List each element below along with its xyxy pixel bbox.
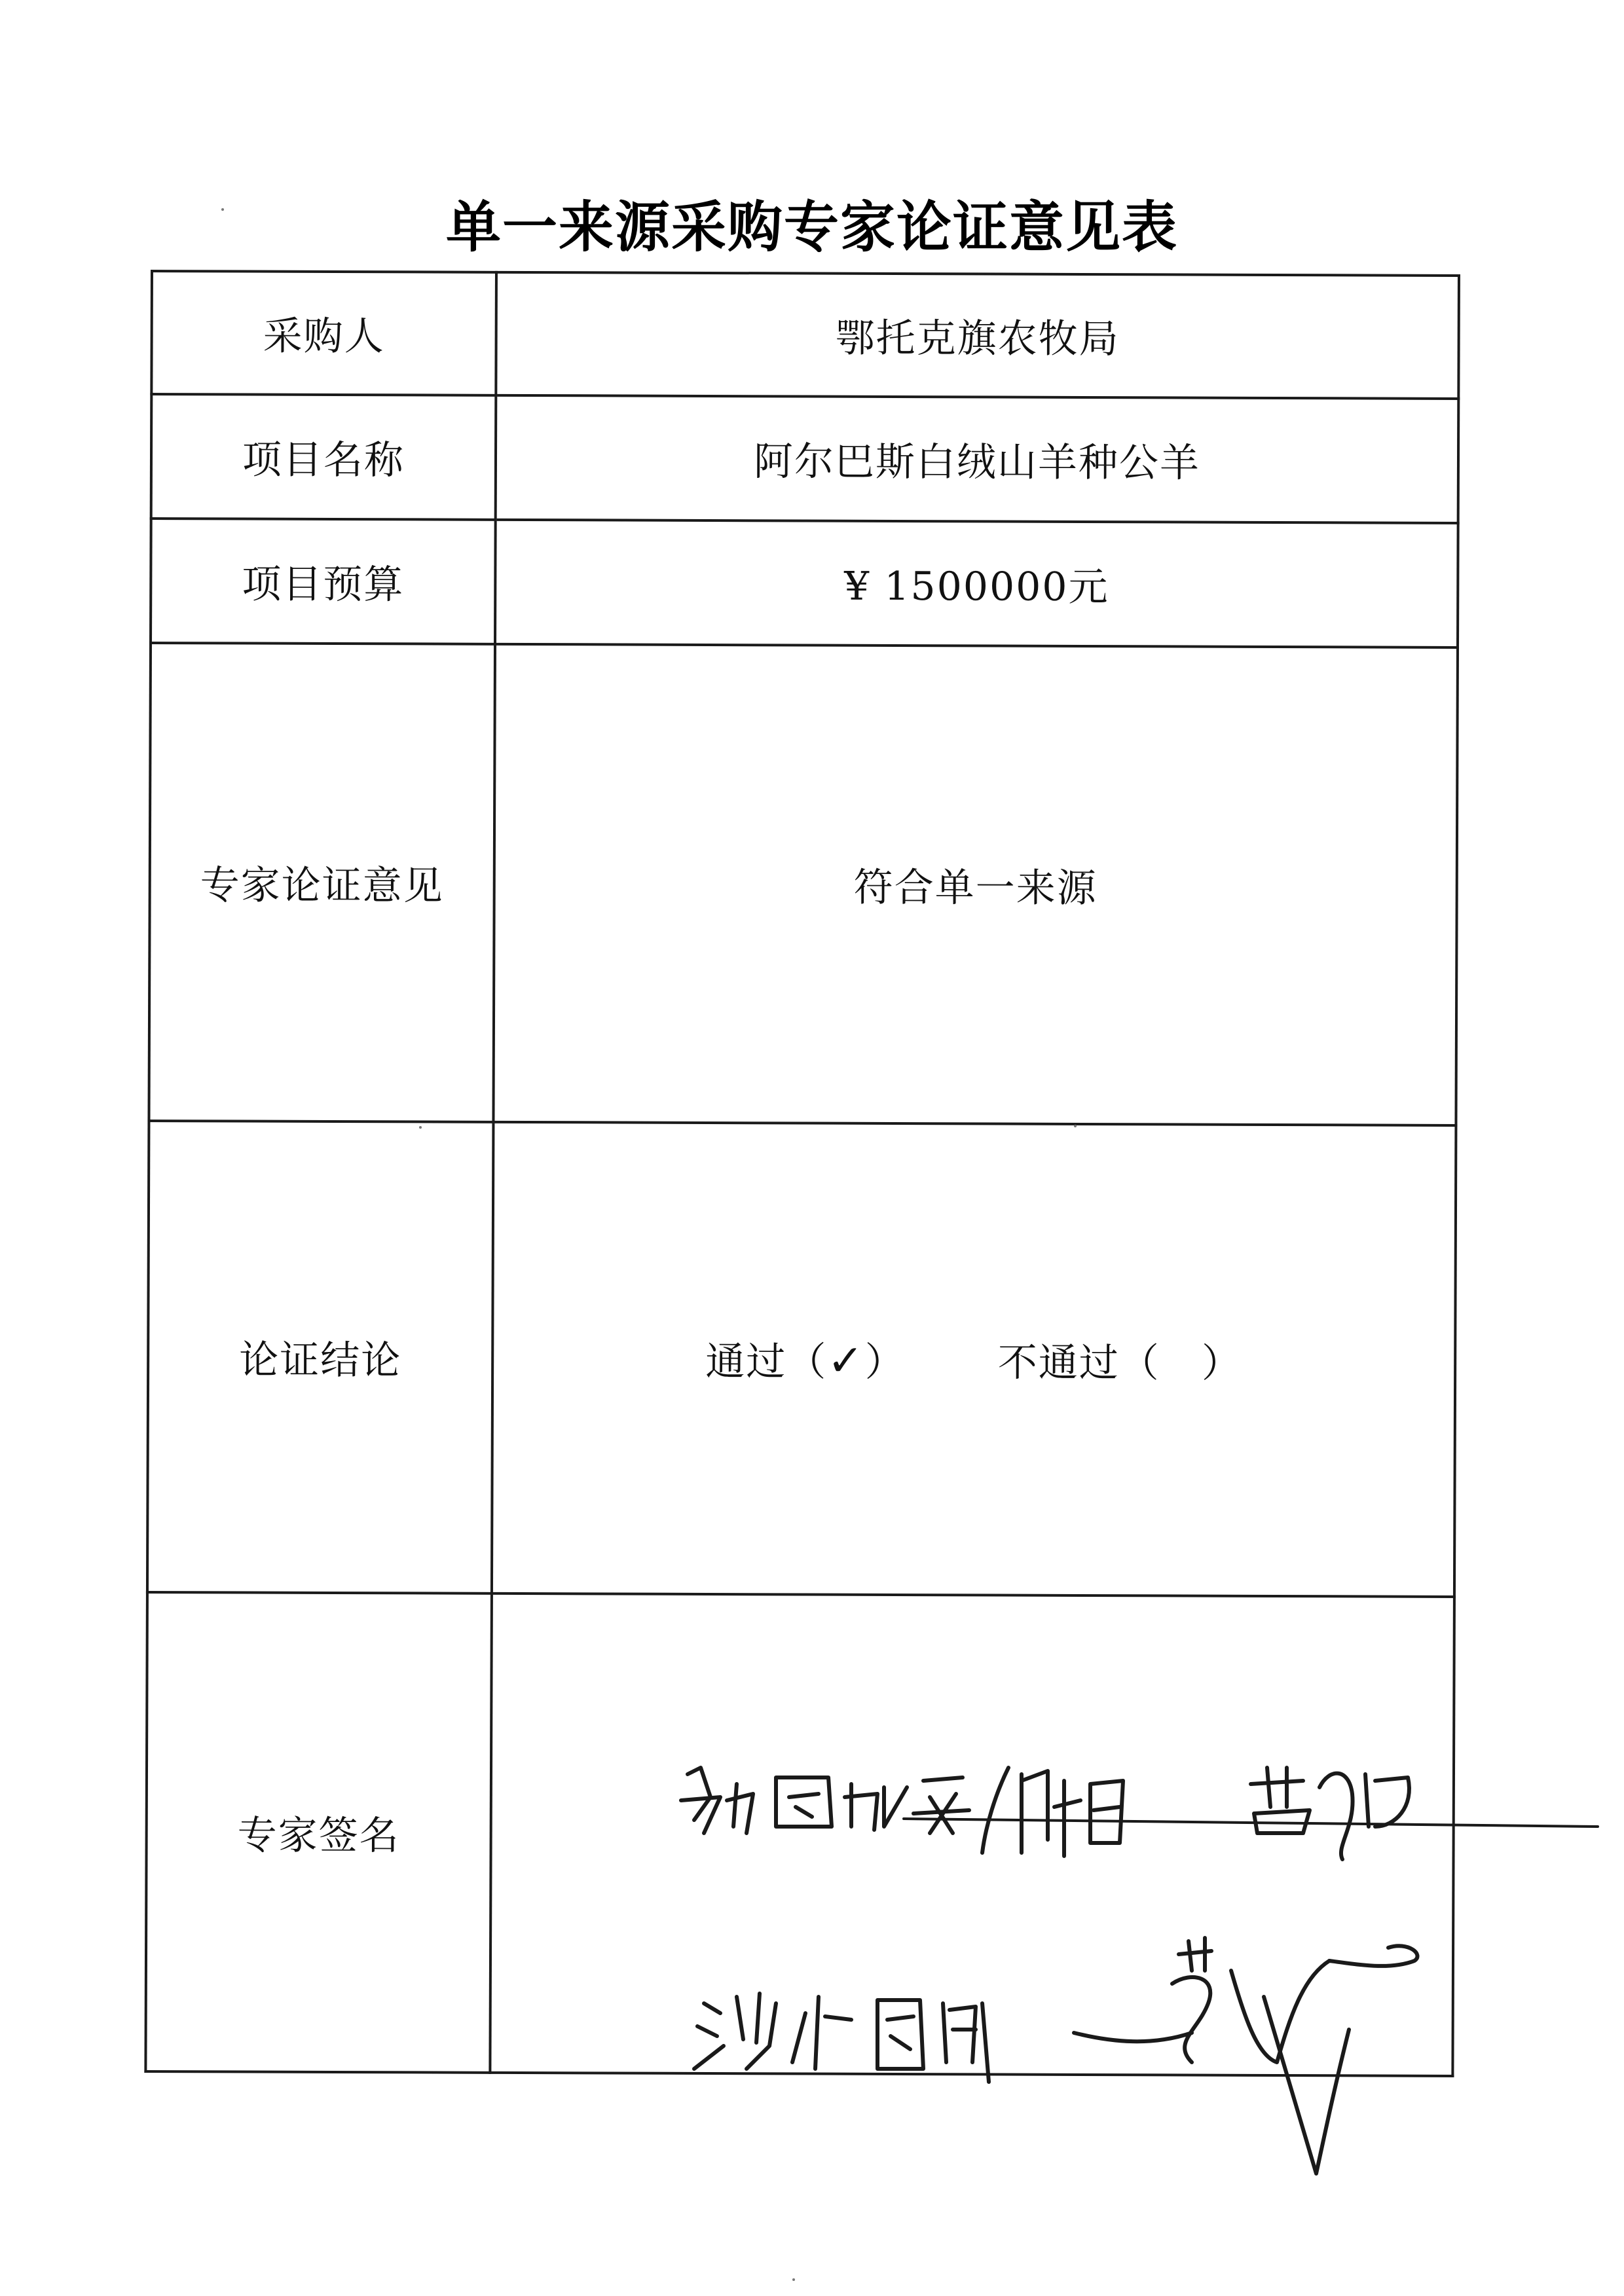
pass-option <box>705 1330 906 1387</box>
scan-speck <box>1074 1125 1077 1127</box>
fail-text: 不通过（ <box>997 1339 1160 1387</box>
fail-option <box>998 1332 1243 1389</box>
conclusion-label: 论证结论 <box>147 1121 494 1594</box>
scan-speck <box>419 1126 422 1129</box>
row-conclusion <box>147 1121 1456 1597</box>
scan-speck <box>792 2278 795 2281</box>
purchaser-value: 鄂托克旗农牧局 <box>496 272 1459 399</box>
scan-speck <box>221 208 224 211</box>
row-purchaser <box>151 271 1459 399</box>
budget-value: ¥ 1500000元 <box>495 520 1458 647</box>
row-project-name <box>151 394 1459 523</box>
project-name-label: 项目名称 <box>151 394 496 520</box>
form-title: 单一来源采购专家论证意见表 <box>445 194 1178 259</box>
project-name-value: 阿尔巴斯白绒山羊种公羊 <box>496 395 1459 523</box>
conclusion-value <box>492 1122 1456 1597</box>
pass-close: ） <box>864 1339 906 1386</box>
purchaser-label: 采购人 <box>151 271 496 395</box>
signatures-area <box>490 1594 1454 2076</box>
fail-close: ） <box>1201 1340 1243 1387</box>
budget-label: 项目预算 <box>151 519 496 644</box>
opinion-label: 专家论证意见 <box>149 643 495 1122</box>
expert-opinion-form <box>144 270 1460 2075</box>
row-opinion <box>149 643 1458 1125</box>
check-mark-icon: ✓ <box>827 1335 865 1386</box>
pass-text: 通过（ <box>705 1338 828 1385</box>
row-budget <box>151 519 1458 647</box>
signatures-label: 专家签名 <box>145 1592 492 2073</box>
fail-mark <box>1160 1340 1202 1386</box>
opinion-value: 符合单一来源 <box>493 644 1458 1125</box>
form-table <box>144 270 1460 2077</box>
row-signatures <box>145 1592 1454 2076</box>
